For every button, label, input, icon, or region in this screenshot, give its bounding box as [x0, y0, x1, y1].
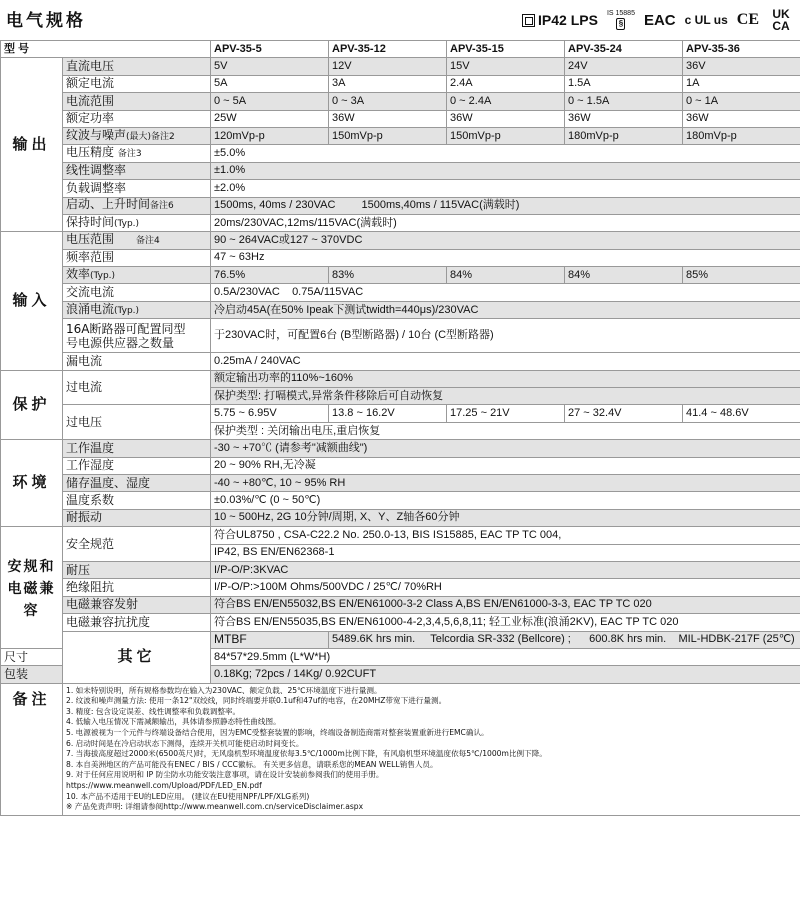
- voltage-tolerance-row: 电压精度 备注3 ±5.0%: [1, 145, 800, 162]
- note-line: 8. 本自美洲地区的产品可能没有ENEC / BIS / CCC徽标。 有关更多信息，请联系您的MEAN WELL销售人员。: [66, 759, 438, 769]
- overvoltage-row-2: 保护类型 : 关闭输出电压,重启恢复: [1, 422, 800, 439]
- load-regulation-row: 负载调整率 ±2.0%: [1, 180, 800, 197]
- inrush-row: 浪涌电流(Typ.) 冷启动45A(在50% Ipeak下测试twidth=440μs)/230VAC: [1, 301, 800, 318]
- note-line: 3. 精度: 包含设定误差、线性调整率和负载调整率。: [66, 706, 241, 716]
- note-line: 7. 当海拔高度超过2000米(6500英尺)时，无风扇机型环境温度依每3.5℃/1000m比例下降，有风扇机型环境温度依每5℃/1000m比例下降。: [66, 749, 547, 759]
- line-regulation-row: 线性调整率 ±1.0%: [1, 162, 800, 179]
- environment-category: 环境: [1, 440, 63, 527]
- disclaimer-link[interactable]: ※ 产品免责声明: 详细请参阅http://www.meanwell.com.cn/serviceDisclaimer.aspx: [66, 802, 364, 812]
- emc-immunity-row: 电磁兼容抗扰度 符合BS EN/EN55035,BS EN/EN61000-4-2,3,4,5,6,8,11; 轻工业标准(浪涌2KV), EAC TP TC 020: [1, 614, 800, 631]
- ukca-mark: UK CA: [772, 7, 790, 33]
- input-voltage-row: 输入 电压范围 备注4 90 ~ 264VAC或127 ~ 370VDC: [1, 232, 800, 249]
- isolation-row: 绝缘阻抗 I/P-O/P:>100M Ohms/500VDC / 25℃/ 70%RH: [1, 579, 800, 596]
- working-temp-row: 环境 工作温度 -30 ~ +70℃ (请参考"减额曲线"): [1, 440, 800, 457]
- protection-category: 保护: [1, 370, 63, 440]
- rated-current-row: 额定电流 5A 3A 2.4A 1.5A 1A: [1, 75, 800, 92]
- model-name: APV-35-15: [447, 41, 565, 58]
- safety-standards-row-2: IP42, BS EN/EN62368-1: [1, 544, 800, 561]
- efficiency-row: 效率(Typ.) 76.5% 83% 84% 84% 85%: [1, 267, 800, 284]
- safety-standards-row-1: 安规和电磁兼容 安全规范 符合UL8750 , CSA-C22.2 No. 250.0-13, BIS IS15885, EAC TP TC 004,: [1, 527, 800, 544]
- model-row: [1, 41, 800, 58]
- page-title: 电气规格: [6, 11, 86, 31]
- ripple-row: 纹波与噪声(最大)备注2 120mVp-p 150mVp-p 150mVp-p 180mVp-p 180mVp-p: [1, 127, 800, 144]
- bis-logo-icon: §: [616, 18, 625, 30]
- overload-row-2: 保护类型: 打嗝模式,异常条件移除后可自动恢复: [1, 388, 800, 405]
- setup-rise-row: 启动、上升时间备注6 1500ms, 40ms / 230VAC 1500ms,40ms / 115VAC(满载时): [1, 197, 800, 214]
- note-line: 1. 如未特别说明，所有规格参数均在输入为230VAC、额定负载、25℃环境温度下进行量测。: [66, 685, 382, 695]
- storage-row: 储存温度、湿度 -40 ~ +80℃, 10 ~ 95% RH: [1, 474, 800, 491]
- bis-mark: IS 15885 §: [606, 10, 635, 28]
- note-line: 10. 本产品不适用于EU的LED应用。 (建议在EU使用NPF/LPF/XLG系列): [66, 791, 310, 801]
- notes-row: [1, 683, 800, 815]
- model-name: APV-35-36: [683, 41, 800, 58]
- notes-body: [63, 683, 800, 815]
- ul-mark: c UL us: [684, 13, 728, 27]
- certification-marks: [522, 5, 794, 35]
- ip-box-icon: [522, 14, 535, 27]
- output-category: 输出: [1, 58, 63, 232]
- vibration-row: 耐振动 10 ~ 500Hz, 2G 10分钟/周期, X、Y、Z轴各60分钟: [1, 509, 800, 526]
- overvoltage-row-1: 过电压 5.75 ~ 6.95V 13.8 ~ 16.2V 17.25 ~ 21V 27 ~ 32.4V 41.4 ~ 48.6V: [1, 405, 800, 422]
- safety-emc-category: 安规和电磁兼容: [1, 527, 63, 649]
- temp-coeff-row: 温度系数 ±0.03%/℃ (0 ~ 50℃): [1, 492, 800, 509]
- model-name: APV-35-12: [329, 41, 447, 58]
- notes-category: 备注: [1, 683, 63, 815]
- note-link[interactable]: https://www.meanwell.com/Upload/PDF/LED_EN.pdf: [66, 781, 262, 791]
- hold-up-row: 保持时间(Typ.) 20ms/230VAC,12ms/115VAC(满载时): [1, 214, 800, 231]
- model-name: APV-35-24: [565, 41, 683, 58]
- eac-mark: EAC: [643, 11, 676, 29]
- note-line: 4. 低输入电压情况下需减额输出，具体请参照静态特性曲线图。: [66, 717, 281, 727]
- withstand-row: 耐压 I/P-O/P:3KVAC: [1, 561, 800, 578]
- note-line: 2. 纹波和噪声测量方法: 使用一条12"双绞线，同时终端要并联0.1uf和47uf的电容，在20MHZ带宽下进行量测。: [66, 696, 447, 706]
- model-name: APV-35-5: [211, 41, 329, 58]
- input-category: 输入: [1, 232, 63, 370]
- ac-current-row: 交流电流 0.5A/230VAC 0.75A/115VAC: [1, 284, 800, 301]
- others-category: 其它: [63, 631, 211, 683]
- current-range-row: 电流范围 0 ~ 5A 0 ~ 3A 0 ~ 2.4A 0 ~ 1.5A 0 ~ 1A: [1, 93, 800, 110]
- dimension-row: 尺寸 84*57*29.5mm (L*W*H): [1, 648, 800, 665]
- working-humidity-row: 工作湿度 20 ~ 90% RH,无冷凝: [1, 457, 800, 474]
- note-line: 6. 启动时间是在冷启动状态下测得，连续开关机可能使启动时间变长。: [66, 738, 304, 748]
- note-line: 5. 电源被视为一个元件与终端设备结合使用，因为EMC受整套装置的影响，终端设备制造商需对整套装置重新进行EMC确认。: [66, 728, 489, 738]
- emc-emission-row: 电磁兼容发射 符合BS EN/EN55032,BS EN/EN61000-3-2 Class A,BS EN/EN61000-3-3, EAC TP TC 020: [1, 596, 800, 613]
- leakage-row: 漏电流 0.25mA / 240VAC: [1, 353, 800, 370]
- overload-row-1: 保护 过电流 额定输出功率的110%~160%: [1, 370, 800, 387]
- rated-power-row: 额定功率 25W 36W 36W 36W 36W: [1, 110, 800, 127]
- note-line: 9. 对于任何应用说明和 IP 防尘防水功能安装注意事项，请在设计安装前参阅我们的使用手册。: [66, 770, 384, 780]
- dc-voltage-row: 输出 直流电压 5V 12V 15V 24V 36V: [1, 58, 800, 75]
- packing-row: 包装 0.18Kg; 72pcs / 14Kg/ 0.92CUFT: [1, 666, 800, 683]
- spec-table: 型号 APV-35-5 APV-35-12 APV-35-15 APV-35-24 APV-35-36 输出 直流电压 5V 12V 15V 24V 36V 额定电流 5A 3A 2.4A 1.5A 1A 电流范围 0 ~ 5A 0 ~ 3A 0 ~ 2.4A 0 ~ 1.5A 0 ~ 1A 额定功率 25W 36W 36W 36W 36W 纹波与噪声(最大)备注2 120mVp-p 150mVp-p 150mVp-p 180mVp-p 180mVp-p 电压精度 备注3 ±5.0% 线性调整率 ±1.0% 负载调整率 ±2.0% 启动、上升时间备注6 1500ms, 40ms / 230VAC 1500ms,40ms / 115VAC(满载时) 保持时间(Typ.) 20ms/230VAC,12ms/115VAC(满载时) 输入 电压范围 备注4 90 ~ 264VAC或127 ~ 370VDC 频率范围 47 ~ 63Hz 效率(Typ.) 76.5% 83% 84% 84% 85% 交流电流 0.5A/230VAC 0.75A/115VAC 浪涌电流(Typ.) 冷启动45A(在50% Ipeak下测试twidth=440μs)/230VAC 16A断路器可配置同型 号电源供应器之数量 于230VAC时，可配置6台 (B型断路器) / 10台 (C型断路器) 漏电流 0.25mA / 240VAC 保护 过电流 额定输出功率的110%~160% 保护类型: 打嗝模式,异常条件移除后可自动恢复 过电压 5.75 ~ 6.95V 13.8 ~ 16.2V 17.25 ~ 21V 27 ~ 32.4V 41.4 ~ 48.6V 保护类型 : 关闭输出电压,重启恢复 环境 工作温度 -30 ~ +70℃ (请参考"减额曲线") 工作湿度 20 ~ 90% RH,无冷凝 储存温度、湿度 -40 ~ +80℃, 10 ~ 95% RH 温度系数 ±0.03%/℃ (0 ~ 50℃) 耐振动 10 ~ 500Hz, 2G 10分钟/周期, X、Y、Z轴各60分钟 安规和电磁兼容 安全规范 符合UL8750 , CSA-C22.2 No. 250.0-13, BIS IS15885, EAC TP TC 004, IP42, BS EN/EN62368-1 耐压 I/P-O/P:3KVAC 绝缘阻抗 I/P-O/P:>100M Ohms/500VDC / 25℃/ 70%RH 电磁兼容发射 符合BS EN/EN55032,BS EN/EN61000-3-2 Class A,BS EN/EN61000-3-3, EAC TP TC 020 电磁兼容抗扰度 符合BS EN/EN55035,BS EN/EN61000-4-2,3,4,5,6,8,11; 轻工业标准(浪涌2KV), EAC TP TC 020 其它 MTBF 5489.6K hrs min. Telcordia SR-332 (Bellcore) ; 600.8K hrs min. MIL-HDBK-217F (25℃) 尺寸 84*57*29.5mm (L*W*H) 包装 0.18Kg; 72pcs / 14Kg/ 0.92CUFT 备注 1. 如未特别说明，所有规格参数均在输入为230VAC、额定负载、25℃环境温度下进行量测。 2. 纹波和噪声测量方法: 使用一条12"双绞线，同时终端要并联0.1uf和47uf的电容，在20MHZ带宽下进行量测。 3. 精度: 包含设定误差、线性调整率和负载调整率。 4. 低输入电压情况下需减额输出，具体请参照静态特性曲线图。 5. 电源被视为一个元件与终端设备结合使用，因为EMC受整套装置的影响，终端设备制造商需对整套装置重新进行EMC确认。 6. 启动时间是在冷启动状态下测得，连续开关机可能使启动时间变长。 7. 当海拔高度超过2000米(6500英尺)时，无风扇机型环境温度依每3.5℃/1000m比例下降，有风扇机型环境温度依每5℃/1000m比例下降。 8. 本自美洲地区的产品可能没有ENEC / BIS / CCC徽标。 有关更多信息，请联系您的MEAN WELL销售人员。 9. 对于任何应用说明和 IP 防尘防水功能安装注意事项，请在设计安装前参阅我们的使用手册。 https://www.meanwell.com/Upload/PDF/LED_EN.pdf 10. 本产品不适用于EU的LED应用。 (建议在EU使用NPF/LPF/XLG系列) ※ 产品免责声明: 详细请参阅http://www.meanwell.com.cn/serviceDisclaimer.aspx: [0, 40, 800, 816]
- mtbf-row: 其它 MTBF 5489.6K hrs min. Telcordia SR-332 (Bellcore) ; 600.8K hrs min. MIL-HDBK-217F (25℃): [1, 631, 800, 648]
- frequency-row: 频率范围 47 ~ 63Hz: [1, 249, 800, 266]
- ce-mark: CE: [736, 11, 759, 28]
- model-label: 型号: [1, 41, 211, 58]
- header: [0, 0, 800, 40]
- ip-rating-mark: IP42 LPS: [522, 12, 598, 28]
